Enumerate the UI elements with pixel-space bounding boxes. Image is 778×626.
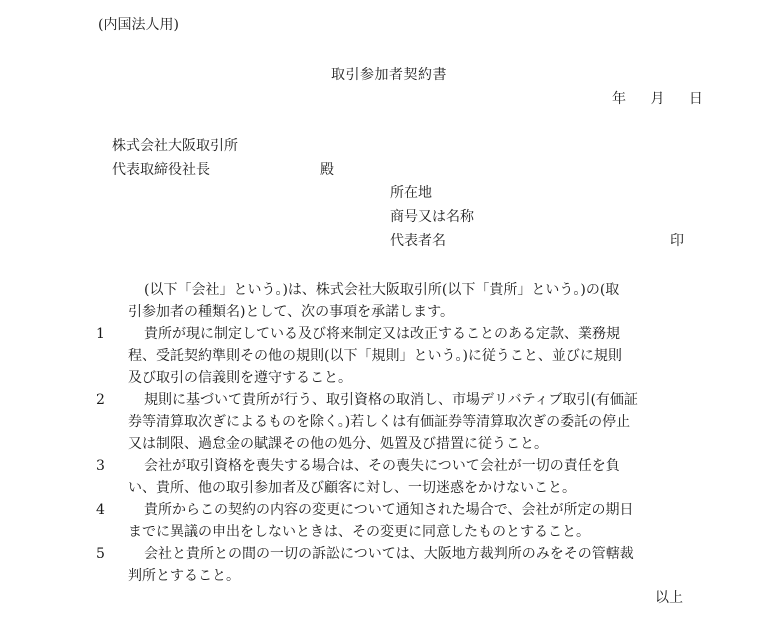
item-line: 又は制限、過怠金の賦課その他の処分、処置及び措置に従うこと。 bbox=[128, 436, 548, 452]
item-text bbox=[128, 389, 688, 455]
closing-mark: 以上 bbox=[655, 590, 683, 606]
intro-line: (以下「会社」という。)は、株式会社大阪取引所(以下「貴所」という。)の(取 bbox=[144, 282, 620, 298]
document-type-label: (内国法人用) bbox=[98, 17, 179, 33]
date-day: 日 bbox=[688, 91, 703, 107]
item-line: 券等清算取次ぎによるものを除く。)若しくは有価証券等清算取次ぎの委託の停止 bbox=[128, 414, 631, 430]
item-line: 貴所が現に制定している及び将来制定又は改正することのある定款、業務規 bbox=[144, 326, 620, 342]
addressee-person: 代表取締役社長 bbox=[112, 162, 210, 178]
item-line: 判所とすること。 bbox=[128, 568, 240, 584]
seal-mark: 印 bbox=[670, 233, 684, 249]
item-number: 3 bbox=[96, 458, 105, 474]
item-line: 程、受託契約準則その他の規則(以下「規則」という。)に従うこと、並びに規則 bbox=[128, 348, 622, 364]
item-text bbox=[128, 455, 688, 499]
item-line: 及び取引の信義則を遵守すること。 bbox=[128, 370, 352, 386]
item-text bbox=[128, 323, 688, 389]
item-number: 2 bbox=[96, 392, 105, 408]
item-line: 貴所からこの契約の内容の変更について通知された場合で、会社が所定の期日 bbox=[144, 502, 634, 518]
document-title: 取引参加者契約書 bbox=[331, 67, 447, 83]
item-text bbox=[128, 499, 688, 543]
addressee-honorific: 殿 bbox=[320, 162, 334, 178]
item-line: 会社が取引資格を喪失する場合は、その喪失について会社が一切の責任を負 bbox=[144, 458, 620, 474]
addressee-company: 株式会社大阪取引所 bbox=[112, 138, 238, 154]
signer-location: 所在地 bbox=[390, 185, 432, 201]
date-line bbox=[612, 90, 703, 108]
date-month: 月 bbox=[650, 91, 665, 107]
item-line: までに異議の申出をしないときは、その変更に同意したものとすること。 bbox=[128, 524, 590, 540]
item-number: 4 bbox=[96, 502, 105, 518]
intro-line: 引参加者の種類名)として、次の事項を承諾します。 bbox=[128, 304, 455, 320]
item-line: 会社と貴所との間の一切の訴訟については、大阪地方裁判所のみをその管轄裁 bbox=[144, 546, 634, 562]
item-number: 5 bbox=[96, 546, 105, 562]
intro-paragraph bbox=[128, 279, 688, 323]
item-text bbox=[128, 543, 688, 587]
date-year: 年 bbox=[612, 91, 626, 107]
item-line: い、貴所、他の取引参加者及び顧客に対し、一切迷惑をかけないこと。 bbox=[128, 480, 576, 496]
signer-representative: 代表者名 bbox=[390, 233, 446, 249]
signer-name: 商号又は名称 bbox=[390, 209, 474, 225]
item-line: 規則に基づいて貴所が行う、取引資格の取消し、市場デリバティブ取引(有価証 bbox=[144, 392, 638, 408]
item-number: 1 bbox=[96, 326, 105, 342]
